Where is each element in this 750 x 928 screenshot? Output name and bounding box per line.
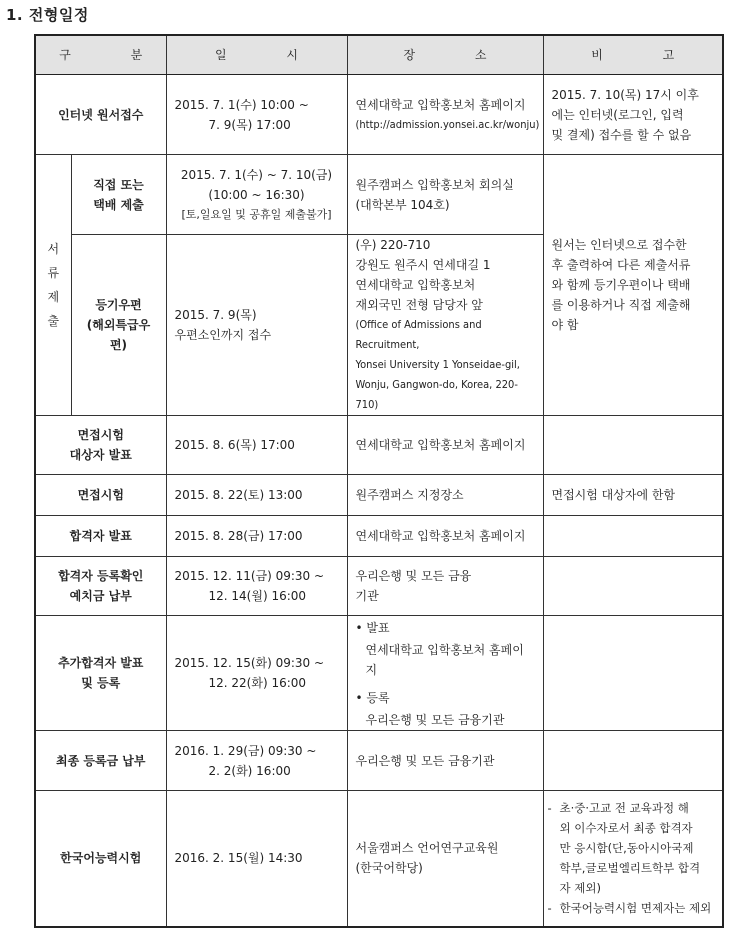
row-note: 면접시험 대상자에 한함 [543, 475, 723, 516]
docs-note: 원서는 인터넷으로 접수한 후 출력하여 다른 제출서류 와 함께 등기우편이나 택배 를 이용하거나 직접 제출해 야 함 [543, 155, 723, 416]
header-category: 구 분 [35, 35, 166, 75]
table-row [35, 557, 723, 616]
row-note [543, 557, 723, 616]
row-category: 등기우편 (해외특급우편) [71, 235, 166, 416]
table-row [35, 616, 723, 731]
row-date: 2015. 8. 22(토) 13:00 [166, 475, 347, 516]
row-category: 최종 등록금 납부 [35, 731, 166, 791]
row-category: 직접 또는 택배 제출 [71, 155, 166, 235]
row-note [543, 516, 723, 557]
row-place: 연세대학교 입학홍보처 홈페이지 (http://admission.yonsei.ac.kr/wonju) [347, 75, 543, 155]
row-date: 2015. 8. 28(금) 17:00 [166, 516, 347, 557]
row-place: 원주캠퍼스 지정장소 [347, 475, 543, 516]
row-date: 2015. 12. 11(금) 09:30 ~ 12. 14(월) 16:00 [166, 557, 347, 616]
row-date: 2015. 12. 15(화) 09:30 ~ 12. 22(화) 16:00 [166, 616, 347, 731]
row-category: 합격자 등록확인 예치금 납부 [35, 557, 166, 616]
schedule-table [34, 34, 724, 928]
row-category: 추가합격자 발표 및 등록 [35, 616, 166, 731]
table-row [35, 75, 723, 155]
table-row [35, 155, 723, 235]
list-item: • 발표 [355, 621, 390, 635]
table-row [35, 475, 723, 516]
table-row [35, 516, 723, 557]
section-title: 1. 전형일정 [6, 6, 89, 24]
header-note: 비 고 [543, 35, 723, 75]
row-date: 2015. 8. 6(목) 17:00 [166, 416, 347, 475]
row-category: 면접시험 대상자 발표 [35, 416, 166, 475]
row-place: 우리은행 및 모든 금융 기관 [347, 557, 543, 616]
row-date: 2015. 7. 9(목) 우편소인까지 접수 [166, 235, 347, 416]
list-item: - 초·중·고교 전 교육과정 해 외 이수자로서 최종 합격자 만 응시함(단,동아시아국제 학부,글로벌엘리트학부 합격 자 제외) [547, 801, 701, 896]
row-place: 연세대학교 입학홍보처 홈페이지 [347, 516, 543, 557]
row-place: 연세대학교 입학홍보처 홈페이지 [347, 416, 543, 475]
header-date: 일 시 [166, 35, 347, 75]
row-category: 합격자 발표 [35, 516, 166, 557]
row-date: 2016. 2. 15(월) 14:30 [166, 791, 347, 927]
list-item: - 한국어능력시험 면제자는 제외 [547, 901, 712, 916]
row-category: 면접시험 [35, 475, 166, 516]
row-note: 2015. 7. 10(목) 17시 이후 에는 인터넷(로그인, 입력 및 결제) 접수를 할 수 없음 [543, 75, 723, 155]
docs-group-label: 서 류 제 출 [35, 155, 71, 416]
table-row [35, 416, 723, 475]
row-note [543, 416, 723, 475]
row-note [543, 731, 723, 791]
row-date: 2015. 7. 1(수) ~ 7. 10(금) (10:00 ~ 16:30) [토,일요일 및 공휴일 제출불가] [166, 155, 347, 235]
table-row [35, 791, 723, 927]
row-place: • 발표 연세대학교 입학홍보처 홈페이지 • 등록 우리은행 및 모든 금융기관 [347, 616, 543, 731]
header-place: 장 소 [347, 35, 543, 75]
row-place: 서울캠퍼스 언어연구교육원 (한국어학당) [347, 791, 543, 927]
row-note [543, 616, 723, 731]
row-category: 한국어능력시험 [35, 791, 166, 927]
row-place: 원주캠퍼스 입학홍보처 회의실 (대학본부 104호) [347, 155, 543, 235]
row-place: (우) 220-710 강원도 원주시 연세대길 1 연세대학교 입학홍보처 재외국민 전형 담당자 앞 (Office of Admissions and Recruitment, Yonsei University 1 Yonseidae-gil, Wonju, Gangwon-do, Korea, 220-710) [347, 235, 543, 416]
row-note [543, 791, 723, 927]
row-category: 인터넷 원서접수 [35, 75, 166, 155]
row-place: 우리은행 및 모든 금융기관 [347, 731, 543, 791]
row-date: 2016. 1. 29(금) 09:30 ~ 2. 2(화) 16:00 [166, 731, 347, 791]
table-row [35, 731, 723, 791]
table-header-row [35, 35, 723, 75]
list-item: • 등록 [355, 691, 390, 705]
row-date: 2015. 7. 1(수) 10:00 ~ 7. 9(목) 17:00 [166, 75, 347, 155]
